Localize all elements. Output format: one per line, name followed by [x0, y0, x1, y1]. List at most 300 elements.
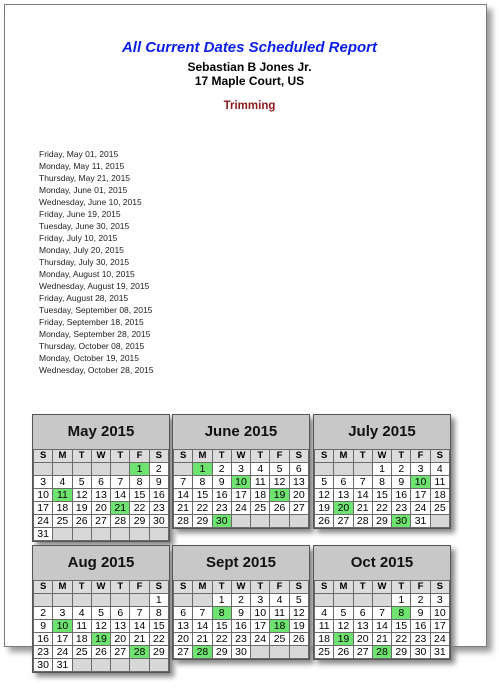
day-cell: 2 [411, 594, 430, 607]
day-cell: 5 [289, 594, 308, 607]
day-cell: 25 [251, 502, 270, 515]
day-cell: 13 [111, 620, 130, 633]
day-cell: 8 [130, 476, 149, 489]
day-cell: 28 [353, 515, 372, 528]
empty-day-cell [289, 515, 308, 528]
day-cell: 23 [411, 633, 430, 646]
weekday-header: S [149, 450, 168, 463]
month-calendar [313, 414, 451, 529]
day-cell: 13 [289, 476, 308, 489]
month-calendar [313, 545, 451, 660]
day-cell: 20 [174, 633, 193, 646]
day-cell: 3 [251, 594, 270, 607]
scheduled-day-cell: 20 [334, 502, 353, 515]
empty-day-cell [334, 594, 353, 607]
empty-day-cell [130, 594, 149, 607]
day-cell: 27 [91, 515, 110, 528]
empty-day-cell [174, 594, 193, 607]
month-calendar [172, 414, 310, 529]
scheduled-date-item: Friday, July 10, 2015 [39, 233, 118, 243]
day-cell: 23 [231, 633, 250, 646]
day-cell: 17 [53, 633, 72, 646]
day-cell: 2 [392, 463, 411, 476]
day-cell: 7 [193, 607, 212, 620]
empty-day-cell [174, 463, 193, 476]
weekday-header: T [111, 581, 130, 594]
day-cell: 22 [392, 633, 411, 646]
day-cell: 29 [130, 515, 149, 528]
month-title: Sept 2015 [173, 546, 309, 580]
day-cell: 17 [231, 489, 250, 502]
service-type: Trimming [223, 100, 276, 112]
day-cell: 2 [212, 463, 231, 476]
day-cell: 14 [130, 620, 149, 633]
day-cell: 26 [270, 502, 289, 515]
day-cell: 13 [353, 620, 372, 633]
empty-day-cell [72, 594, 91, 607]
day-cell: 7 [111, 476, 130, 489]
day-cell: 22 [212, 633, 231, 646]
scheduled-day-cell: 8 [392, 607, 411, 620]
weekday-header: F [411, 581, 430, 594]
day-cell: 24 [34, 515, 53, 528]
month-title: July 2015 [314, 415, 450, 449]
day-cell: 19 [72, 502, 91, 515]
day-cell: 21 [353, 502, 372, 515]
day-cell: 16 [231, 620, 250, 633]
weekday-header: T [251, 581, 270, 594]
day-cell: 18 [72, 633, 91, 646]
day-cell: 10 [34, 489, 53, 502]
day-cell: 13 [334, 489, 353, 502]
empty-day-cell [193, 594, 212, 607]
day-cell: 14 [193, 620, 212, 633]
weekday-header: T [353, 450, 372, 463]
day-cell: 8 [149, 607, 168, 620]
day-cell: 5 [72, 476, 91, 489]
scheduled-day-cell: 30 [212, 515, 231, 528]
day-cell: 27 [289, 502, 308, 515]
day-cell: 26 [72, 515, 91, 528]
day-cell: 6 [353, 607, 372, 620]
day-cell: 17 [34, 502, 53, 515]
scheduled-date-item: Friday, June 19, 2015 [39, 209, 121, 219]
day-cell: 26 [334, 646, 353, 659]
day-cell: 22 [149, 633, 168, 646]
day-cell: 12 [72, 489, 91, 502]
empty-day-cell [149, 528, 168, 541]
day-cell: 18 [53, 502, 72, 515]
month-calendar [32, 545, 170, 673]
scheduled-day-cell: 18 [270, 620, 289, 633]
weekday-header: S [289, 450, 308, 463]
day-cell: 25 [315, 646, 334, 659]
weekday-header: M [334, 581, 353, 594]
scheduled-date-item: Monday, July 20, 2015 [39, 245, 124, 255]
weekday-header: F [270, 450, 289, 463]
day-cell: 4 [315, 607, 334, 620]
day-cell: 23 [392, 502, 411, 515]
month-title: Aug 2015 [33, 546, 169, 580]
empty-day-cell [91, 659, 110, 672]
weekday-header: W [231, 450, 250, 463]
empty-day-cell [111, 594, 130, 607]
weekday-header: M [334, 450, 353, 463]
scheduled-day-cell: 21 [111, 502, 130, 515]
day-cell: 6 [334, 476, 353, 489]
day-cell: 10 [430, 607, 449, 620]
day-cell: 4 [251, 463, 270, 476]
empty-day-cell [231, 515, 250, 528]
day-cell: 5 [315, 476, 334, 489]
day-cell: 9 [231, 607, 250, 620]
scheduled-day-cell: 1 [130, 463, 149, 476]
day-cell: 27 [111, 646, 130, 659]
day-cell: 15 [212, 620, 231, 633]
scheduled-date-item: Wednesday, August 19, 2015 [39, 281, 150, 291]
day-cell: 17 [430, 620, 449, 633]
weekday-header: W [91, 450, 110, 463]
day-cell: 16 [411, 620, 430, 633]
weekday-header: M [53, 450, 72, 463]
day-cell: 13 [174, 620, 193, 633]
day-cell: 11 [72, 620, 91, 633]
scheduled-day-cell: 11 [53, 489, 72, 502]
day-cell: 7 [372, 607, 391, 620]
scheduled-date-item: Thursday, October 08, 2015 [39, 341, 145, 351]
day-cell: 12 [315, 489, 334, 502]
day-cell: 7 [130, 607, 149, 620]
weekday-header: W [372, 450, 391, 463]
weekday-header: F [411, 450, 430, 463]
scheduled-day-cell: 28 [193, 646, 212, 659]
scheduled-day-cell: 30 [392, 515, 411, 528]
empty-day-cell [53, 463, 72, 476]
day-cell: 15 [193, 489, 212, 502]
day-cell: 15 [372, 489, 391, 502]
day-cell: 16 [34, 633, 53, 646]
scheduled-date-item: Monday, June 01, 2015 [39, 185, 128, 195]
scheduled-day-cell: 28 [372, 646, 391, 659]
day-cell: 29 [372, 515, 391, 528]
empty-day-cell [334, 463, 353, 476]
scheduled-date-item: Monday, August 10, 2015 [39, 269, 135, 279]
day-cell: 30 [34, 659, 53, 672]
weekday-header: S [430, 581, 449, 594]
day-cell: 29 [149, 646, 168, 659]
day-cell: 8 [193, 476, 212, 489]
scheduled-day-cell: 10 [411, 476, 430, 489]
day-cell: 14 [372, 620, 391, 633]
weekday-header: S [315, 450, 334, 463]
empty-day-cell [91, 528, 110, 541]
scheduled-day-cell: 10 [53, 620, 72, 633]
day-cell: 16 [149, 489, 168, 502]
weekday-header: S [149, 581, 168, 594]
empty-day-cell [149, 659, 168, 672]
weekday-header: M [193, 450, 212, 463]
scheduled-date-item: Monday, October 19, 2015 [39, 353, 140, 363]
scheduled-date-item: Tuesday, June 30, 2015 [39, 221, 130, 231]
empty-day-cell [72, 659, 91, 672]
day-cell: 21 [193, 633, 212, 646]
day-cell: 7 [174, 476, 193, 489]
day-cell: 27 [334, 515, 353, 528]
day-cell: 15 [130, 489, 149, 502]
day-cell: 21 [130, 633, 149, 646]
empty-day-cell [53, 528, 72, 541]
day-cell: 6 [91, 476, 110, 489]
weekday-header: W [231, 581, 250, 594]
weekday-header: S [315, 581, 334, 594]
day-cell: 26 [289, 633, 308, 646]
day-cell: 27 [174, 646, 193, 659]
day-cell: 22 [372, 502, 391, 515]
day-cell: 9 [34, 620, 53, 633]
day-cell: 19 [315, 502, 334, 515]
day-cell: 9 [411, 607, 430, 620]
day-cell: 21 [174, 502, 193, 515]
day-cell: 24 [53, 646, 72, 659]
day-cell: 24 [251, 633, 270, 646]
scheduled-date-item: Wednesday, June 10, 2015 [39, 197, 142, 207]
day-cell: 20 [111, 633, 130, 646]
day-cell: 5 [91, 607, 110, 620]
day-cell: 8 [372, 476, 391, 489]
day-cell: 6 [174, 607, 193, 620]
day-cell: 3 [231, 463, 250, 476]
weekday-header: T [392, 450, 411, 463]
empty-day-cell [353, 463, 372, 476]
weekday-header: M [53, 581, 72, 594]
scheduled-date-item: Thursday, July 30, 2015 [39, 257, 130, 267]
day-cell: 18 [315, 633, 334, 646]
day-cell: 11 [270, 607, 289, 620]
day-cell: 17 [251, 620, 270, 633]
empty-day-cell [34, 463, 53, 476]
empty-day-cell [372, 594, 391, 607]
weekday-header: S [174, 581, 193, 594]
weekday-header: T [212, 581, 231, 594]
empty-day-cell [91, 463, 110, 476]
customer-name: Sebastian B Jones Jr. [187, 60, 312, 74]
day-cell: 11 [430, 476, 449, 489]
empty-day-cell [130, 659, 149, 672]
day-cell: 3 [34, 476, 53, 489]
scheduled-day-cell: 28 [130, 646, 149, 659]
day-cell: 22 [130, 502, 149, 515]
day-cell: 30 [411, 646, 430, 659]
day-cell: 23 [212, 502, 231, 515]
day-cell: 29 [212, 646, 231, 659]
empty-day-cell [251, 515, 270, 528]
day-cell: 24 [430, 633, 449, 646]
day-cell: 5 [270, 463, 289, 476]
weekday-header: T [212, 450, 231, 463]
day-cell: 25 [270, 633, 289, 646]
empty-day-cell [289, 646, 308, 659]
month-title: May 2015 [33, 415, 169, 449]
day-cell: 11 [251, 476, 270, 489]
scheduled-date-item: Monday, September 28, 2015 [39, 329, 151, 339]
day-cell: 17 [411, 489, 430, 502]
empty-day-cell [111, 659, 130, 672]
day-cell: 1 [212, 594, 231, 607]
month-title: June 2015 [173, 415, 309, 449]
day-cell: 1 [372, 463, 391, 476]
weekday-header: F [130, 581, 149, 594]
day-cell: 21 [372, 633, 391, 646]
empty-day-cell [34, 594, 53, 607]
day-cell: 2 [231, 594, 250, 607]
day-cell: 26 [315, 515, 334, 528]
scheduled-date-item: Thursday, May 21, 2015 [39, 173, 131, 183]
day-cell: 22 [193, 502, 212, 515]
day-cell: 10 [251, 607, 270, 620]
weekday-header: F [130, 450, 149, 463]
month-calendar [32, 414, 170, 542]
empty-day-cell [53, 594, 72, 607]
day-cell: 2 [34, 607, 53, 620]
day-cell: 14 [174, 489, 193, 502]
day-cell: 29 [392, 646, 411, 659]
day-cell: 14 [111, 489, 130, 502]
day-cell: 13 [91, 489, 110, 502]
day-cell: 30 [231, 646, 250, 659]
day-cell: 1 [392, 594, 411, 607]
day-cell: 15 [149, 620, 168, 633]
scheduled-day-cell: 8 [212, 607, 231, 620]
scheduled-day-cell: 10 [231, 476, 250, 489]
day-cell: 9 [392, 476, 411, 489]
weekday-header: W [91, 581, 110, 594]
day-cell: 3 [430, 594, 449, 607]
day-cell: 25 [53, 515, 72, 528]
scheduled-date-item: Tuesday, September 08, 2015 [39, 305, 153, 315]
day-cell: 9 [149, 476, 168, 489]
day-cell: 11 [315, 620, 334, 633]
day-cell: 4 [72, 607, 91, 620]
day-cell: 25 [430, 502, 449, 515]
day-cell: 31 [34, 528, 53, 541]
day-cell: 3 [411, 463, 430, 476]
day-cell: 6 [289, 463, 308, 476]
day-cell: 20 [353, 633, 372, 646]
scheduled-dates-list [39, 148, 154, 376]
day-cell: 9 [212, 476, 231, 489]
weekday-header: T [72, 581, 91, 594]
day-cell: 31 [53, 659, 72, 672]
day-cell: 5 [334, 607, 353, 620]
weekday-header: S [34, 450, 53, 463]
day-cell: 18 [251, 489, 270, 502]
day-cell: 16 [212, 489, 231, 502]
weekday-header: F [270, 581, 289, 594]
day-cell: 28 [174, 515, 193, 528]
day-cell: 4 [430, 463, 449, 476]
scheduled-date-item: Wednesday, October 28, 2015 [39, 365, 154, 375]
day-cell: 24 [231, 502, 250, 515]
weekday-header: S [174, 450, 193, 463]
weekday-header: S [34, 581, 53, 594]
empty-day-cell [353, 594, 372, 607]
empty-day-cell [91, 594, 110, 607]
day-cell: 18 [430, 489, 449, 502]
day-cell: 12 [289, 607, 308, 620]
day-cell: 12 [270, 476, 289, 489]
empty-day-cell [251, 646, 270, 659]
weekday-header: W [372, 581, 391, 594]
empty-day-cell [72, 528, 91, 541]
day-cell: 16 [392, 489, 411, 502]
empty-day-cell [270, 646, 289, 659]
scheduled-day-cell: 1 [193, 463, 212, 476]
weekday-header: S [430, 450, 449, 463]
scheduled-date-item: Friday, May 01, 2015 [39, 149, 119, 159]
scheduled-day-cell: 19 [334, 633, 353, 646]
day-cell: 23 [34, 646, 53, 659]
month-calendar [172, 545, 310, 660]
day-cell: 20 [289, 489, 308, 502]
scheduled-day-cell: 19 [91, 633, 110, 646]
day-cell: 4 [270, 594, 289, 607]
day-cell: 24 [411, 502, 430, 515]
empty-day-cell [111, 463, 130, 476]
day-cell: 29 [193, 515, 212, 528]
empty-day-cell [111, 528, 130, 541]
scheduled-date-item: Friday, September 18, 2015 [39, 317, 144, 327]
day-cell: 1 [149, 594, 168, 607]
scheduled-day-cell: 19 [270, 489, 289, 502]
day-cell: 23 [149, 502, 168, 515]
weekday-header: T [251, 450, 270, 463]
weekday-header: S [289, 581, 308, 594]
empty-day-cell [270, 515, 289, 528]
weekday-header: T [353, 581, 372, 594]
empty-day-cell [315, 463, 334, 476]
report-title: All Current Dates Scheduled Report [121, 39, 378, 56]
day-cell: 30 [149, 515, 168, 528]
day-cell: 3 [53, 607, 72, 620]
day-cell: 14 [353, 489, 372, 502]
day-cell: 6 [111, 607, 130, 620]
weekday-header: M [193, 581, 212, 594]
day-cell: 27 [353, 646, 372, 659]
empty-day-cell [72, 463, 91, 476]
day-cell: 15 [392, 620, 411, 633]
day-cell: 12 [334, 620, 353, 633]
scheduled-date-item: Monday, May 11, 2015 [39, 161, 125, 171]
day-cell: 12 [91, 620, 110, 633]
day-cell: 25 [72, 646, 91, 659]
customer-address: 17 Maple Court, US [194, 74, 305, 88]
day-cell: 20 [91, 502, 110, 515]
weekday-header: T [392, 581, 411, 594]
day-cell: 31 [411, 515, 430, 528]
day-cell: 2 [149, 463, 168, 476]
weekday-header: T [111, 450, 130, 463]
day-cell: 28 [111, 515, 130, 528]
day-cell: 26 [91, 646, 110, 659]
day-cell: 31 [430, 646, 449, 659]
day-cell: 4 [53, 476, 72, 489]
scheduled-date-item: Friday, August 28, 2015 [39, 293, 129, 303]
empty-day-cell [430, 515, 449, 528]
empty-day-cell [315, 594, 334, 607]
day-cell: 7 [353, 476, 372, 489]
weekday-header: T [72, 450, 91, 463]
day-cell: 19 [289, 620, 308, 633]
